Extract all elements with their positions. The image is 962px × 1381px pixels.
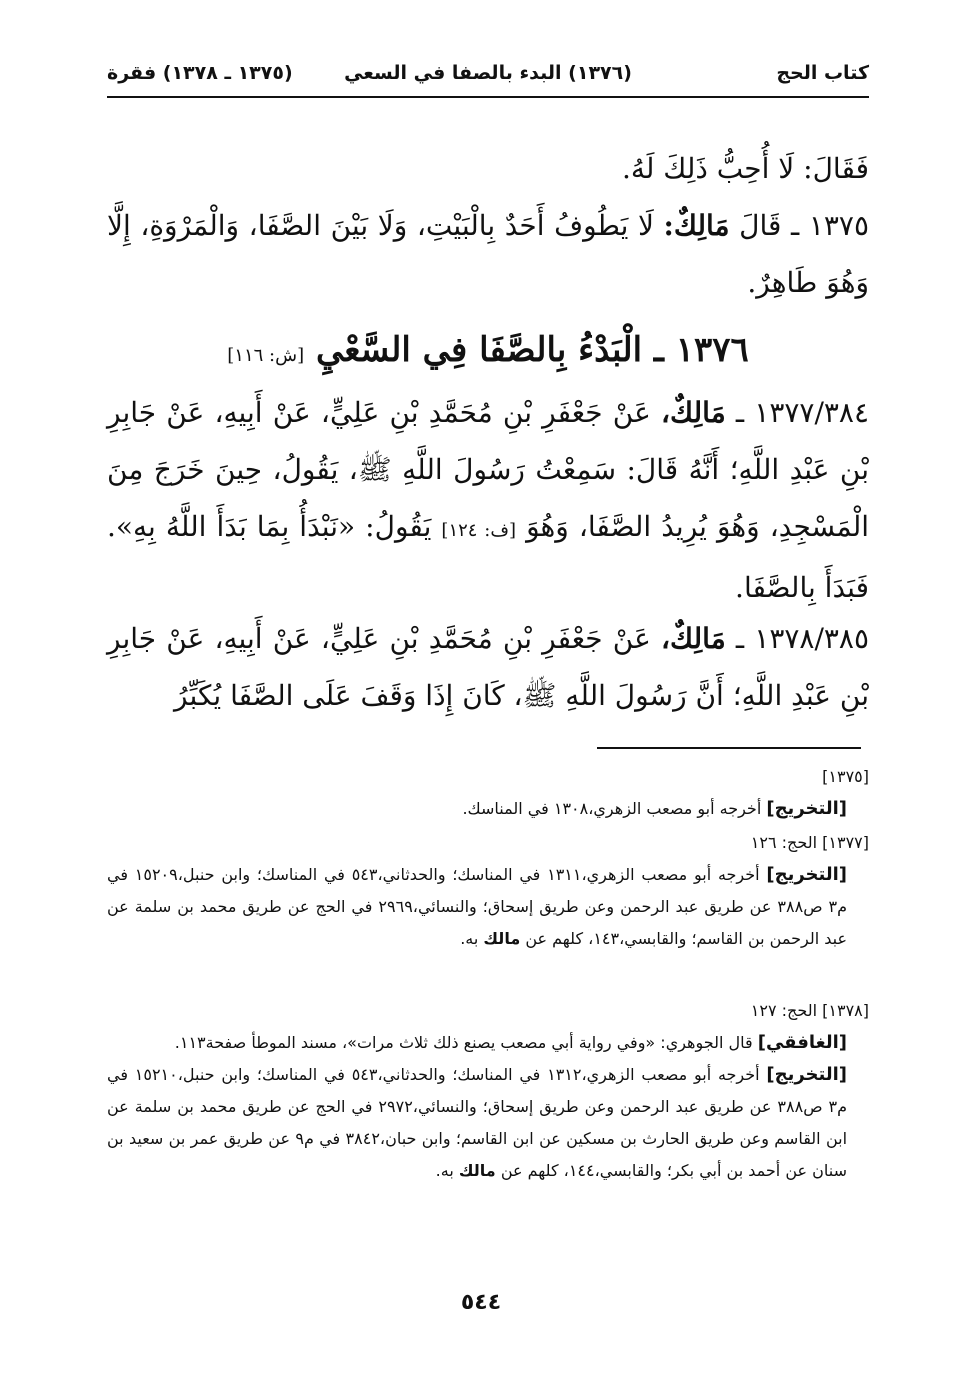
chapter-title: ١٣٧٦ ـ الْبَدْءُ بِالصَّفَا فِي السَّعْيِ [315,330,749,370]
narrator-name: مَالِكٌ، [661,622,726,655]
paragraph-number: ١٣٧٧/٣٨٤ ـ [735,396,869,429]
page-reference: [ف: ١٢٤] [441,520,517,541]
footnote-text: قال الجوهري: «وفي رواية أبي مصعب يصنع ذلك ثلاث مرات»، مسند الموطأ صفحة١١٣. [174,1033,753,1052]
footnote-takhrij [107,1059,869,1187]
paragraph-number: ١٣٧٨/٣٨٥ ـ [735,622,869,655]
narrator-name: مَالِكٌ: [663,209,730,242]
paragraph-said: قَالَ [739,209,782,242]
paragraph-text: عَنْ جَعْفَرِ بْنِ مُحَمَّدِ بْنِ عَلِيٍّ، عَنْ أَبِيهِ، عَنْ جَابِرِ بْنِ عَبْدِ اللَّهِ؛ أَنَّ رَسُولَ اللَّهِ ﷺ، كَانَ إِذَا وَقَفَ عَلَى الصَّفَا يُكَبِّرُ [107,622,869,712]
footnote-ref: الحج: ١٢٦ [750,833,818,852]
header-chapter-title: (١٣٧٦) البدء بالصفا في السعي [344,62,632,84]
header-paragraph-range: (١٣٧٥ ـ ١٣٧٨) فقرة [107,62,293,84]
paragraph-1374-end [107,140,869,197]
footnote-label: [١٣٧٥] [822,767,869,786]
page-number: ٥٤٤ [460,1290,502,1315]
chapter-reference: [ش: ١١٦] [227,345,305,366]
footnote-label-row [107,995,869,1027]
footnote-1377 [107,827,869,955]
footnote-label: [١٣٧٨] [822,1001,869,1020]
paragraph-1378 [107,610,869,724]
footnote-takhrij [107,793,869,825]
paragraph-text: فَقَالَ: لَا أُحِبُّ ذَلِكَ لَهُ. [621,152,869,185]
footnote-end: به. [460,929,479,948]
footnote-1378 [107,995,869,1187]
footnote-label-row [107,827,869,859]
footnote-divider [597,747,861,749]
paragraph-text: لَا يَطُوفُ أَحَدٌ بِالْبَيْتِ، وَلَا بَيْنَ الصَّفَا، وَالْمَرْوَةِ، إِلَّا وَهُوَ طَاهِرٌ. [107,209,869,299]
footnote-label: [١٣٧٧] [822,833,869,852]
footnote-malik: مالك [483,929,521,948]
footnote-tag: [التخريج] [766,798,847,819]
footnote-end: به. [435,1161,454,1180]
footnote-text: أخرجه أبو مصعب الزهري،١٣١٢ في المناسك؛ والحدثاني،٥٤٣ في المناسك؛ وابن حنبل،١٥٢١٠ في م٣ ص٣٨٨ عن طريق عبد الرحمن وعن طريق إسحاق؛ والنسائي،٢٩٧٢ في الحج عن طريق محمد بن سلمة عن ابن القاسم وعن طريق الحارث بن مسكين عن ابن القاسم؛ وابن حبان،٣٨٤٢ في م٩ عن طريق عمر بن سعيد بن سنان عن أحمد بن أبي بكر؛ والقابسي،١٤٤، كلهم عن [107,1065,848,1180]
footnote-ghafiqi [107,1027,869,1059]
header-book-title: كتاب الحج [776,62,869,84]
footnote-ref: الحج: ١٢٧ [750,1001,818,1020]
paragraph-1377 [107,384,869,616]
running-header [107,56,869,98]
footnote-text: أخرجه أبو مصعب الزهري،١٣١١ في المناسك؛ والحدثاني،٥٤٣ في المناسك؛ وابن حنبل،١٥٢٠٩ في م٣ ص٣٨٨ عن طريق عبد الرحمن وعن طريق إسحاق؛ والنسائي،٢٩٦٩ في الحج عن طريق محمد بن سلمة عن عبد الرحمن بن القاسم؛ والقابسي،١٤٣، كلهم عن [107,865,848,948]
paragraph-text: عَنْ جَعْفَرِ بْنِ مُحَمَّدِ بْنِ عَلِيٍّ، عَنْ أَبِيهِ، عَنْ جَابِرِ بْنِ عَبْدِ اللَّهِ؛ أَنَّهُ قَالَ: سَمِعْتُ رَسُولَ اللَّهِ ﷺ، يَقُولُ، حِينَ خَرَجَ مِنَ الْمَسْجِدِ، وَهُوَ يُرِيدُ الصَّفَا، وَهُوَ [107,396,870,543]
footnote-malik: مالك [458,1161,496,1180]
footnote-tag: [الغافقي] [757,1032,847,1053]
footnote-takhrij [107,859,869,955]
narrator-name: مَالِكٌ، [661,396,726,429]
chapter-heading [107,320,869,386]
paragraph-text-continued: يَقُولُ: «نَبْدَأُ بِمَا بَدَأَ اللَّهُ بِهِ». فَبَدَأَ بِالصَّفَا. [107,510,869,604]
footnote-tag: [التخريج] [766,1064,848,1085]
paragraph-number: ١٣٧٥ ـ [791,209,869,242]
footnote-tag: [التخريج] [766,864,848,885]
footnote-text: أخرجه أبو مصعب الزهري،١٣٠٨ في المناسك. [462,799,762,818]
paragraph-1375 [107,197,869,311]
footnote-1375 [107,761,869,825]
